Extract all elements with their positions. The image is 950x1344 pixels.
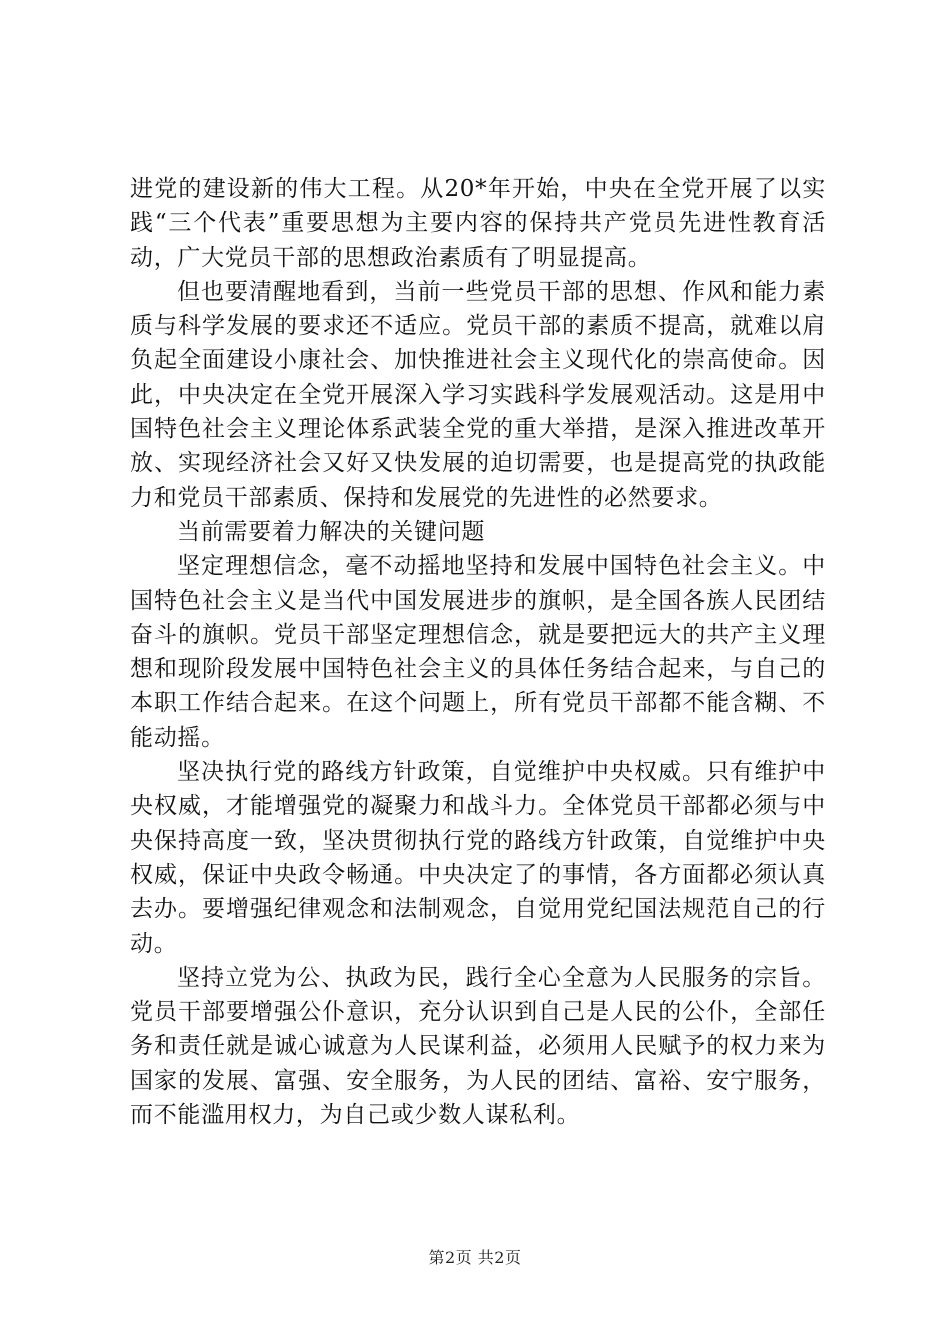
page-number: 第2页 共2页 (428, 1248, 522, 1267)
document-body (130, 172, 826, 1132)
section-heading: 当前需要着力解决的关键问题 (177, 518, 486, 545)
paragraph: 坚定理想信念，毫不动摇地坚持和发展中国特色社会主义。中国特色社会主义是当代中国发展进步的旗帜，是全国各族人民团结奋斗的旗帜。党员干部坚定理想信念，就是要把远大的共产主义理想和现阶段发展中国特色社会主义的具体任务结合起来，与自己的本职工作结合起来。在这个问题上，所有党员干部都不能含糊、不能动摇。 (130, 553, 826, 751)
paragraph: 但也要清醒地看到，当前一些党员干部的思想、作风和能力素质与科学发展的要求还不适应。党员干部的素质不提高，就难以肩负起全面建设小康社会、加快推进社会主义现代化的崇高使命。因此，中央决定在全党开展深入学习实践科学发展观活动。这是用中国特色社会主义理论体系武装全党的重大举措，是深入推进改革开放、实现经济社会又好又快发展的迫切需要，也是提高党的执政能力和党员干部素质、保持和发展党的先进性的必然要求。 (130, 278, 826, 511)
paragraph: 进党的建设新的伟大工程。从20*年开始，中央在全党开展了以实践“三个代表”重要思想为主要内容的保持共产党员先进性教育活动，广大党员干部的思想政治素质有了明显提高。 (130, 176, 826, 271)
page-footer (0, 1245, 950, 1268)
paragraph: 坚持立党为公、执政为民，践行全心全意为人民服务的宗旨。党员干部要增强公仆意识，充分认识到自己是人民的公仆，全部任务和责任就是诚心诚意为人民谋利益，必须用人民赋予的权力来为国家的发展、富强、安全服务，为人民的团结、富裕、安宁服务，而不能滥用权力，为自己或少数人谋私利。 (130, 964, 826, 1129)
paragraph: 坚决执行党的路线方针政策，自觉维护中央权威。只有维护中央权威，才能增强党的凝聚力和战斗力。全体党员干部都必须与中央保持高度一致，坚决贯彻执行党的路线方针政策，自觉维护中央权威，保证中央政令畅通。中央决定了的事情，各方面都必须认真去办。要增强纪律观念和法制观念，自觉用党纪国法规范自己的行动。 (130, 759, 826, 957)
